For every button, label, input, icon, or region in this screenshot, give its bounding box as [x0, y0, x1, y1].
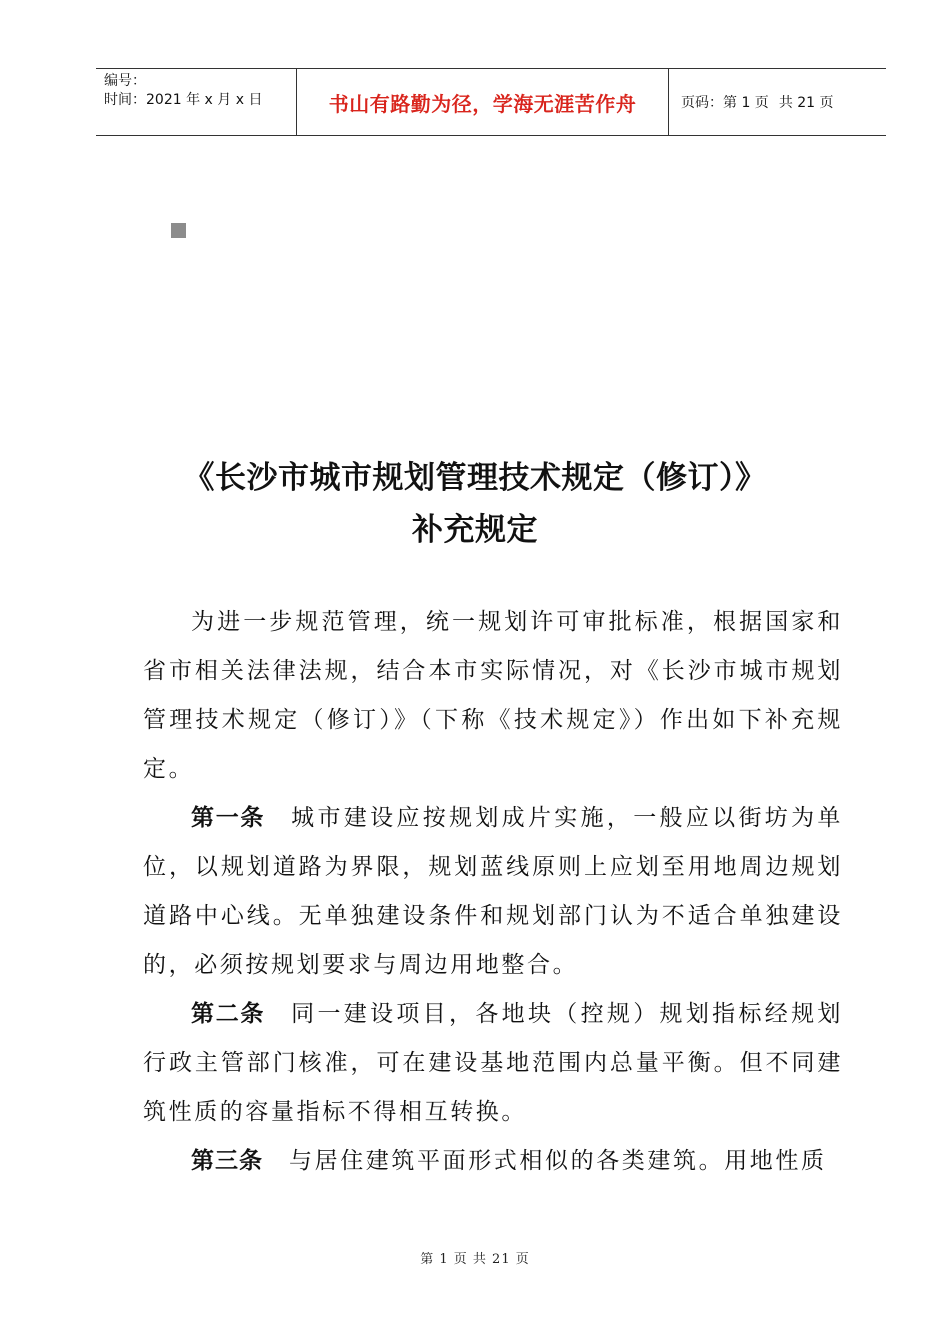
article-label: 第一条: [191, 805, 266, 831]
article-paragraph: [143, 794, 843, 990]
article-paragraph: [143, 1137, 843, 1186]
header-motto: 书山有路勤为径，学海无涯苦作舟: [297, 69, 669, 135]
header-meta-cell: [96, 69, 297, 135]
article-label: 第二条: [191, 1001, 266, 1027]
document-title: 《长沙市城市规划管理技术规定（修订）》: [183, 460, 767, 496]
header-page-cell: [669, 69, 886, 135]
article-text: 城市建设应按规划成片实施，一般应以街坊为单位，以规划道路为界限，规划蓝线原则上应划至用地周边规划道路中心线。无单独建设条件和规划部门认为不适合单独建设的，必须按规划要求与周边用地整合。: [143, 805, 843, 978]
time-label: 时间：2021 年 x 月 x 日: [104, 92, 263, 108]
header-page-total: 共 21 页: [778, 95, 834, 111]
document-body: [143, 598, 843, 1186]
article-text: 同一建设项目，各地块（控规）规划指标经规划行政主管部门核准，可在建设基地范围内总量平衡。但不同建筑性质的容量指标不得相互转换。: [143, 1001, 843, 1125]
square-bullet-icon: [171, 223, 186, 238]
header-page-number: 页码：第 1 页: [681, 95, 769, 111]
document-header: [96, 68, 886, 136]
intro-paragraph: 为进一步规范管理，统一规划许可审批标准，根据国家和省市相关法律法规，结合本市实际情况，对《长沙市城市规划管理技术规定（修订）》（下称《技术规定》）作出如下补充规定。: [143, 609, 843, 782]
article-paragraph: [143, 990, 843, 1137]
document-subtitle: 补充规定: [412, 512, 538, 548]
page-footer: 第 1 页 共 21 页: [420, 1252, 530, 1267]
article-label: 第三条: [191, 1148, 263, 1174]
serial-number-label: 编号：: [104, 73, 146, 89]
article-text: 与居住建筑平面形式相似的各类建筑。用地性质: [289, 1148, 827, 1174]
